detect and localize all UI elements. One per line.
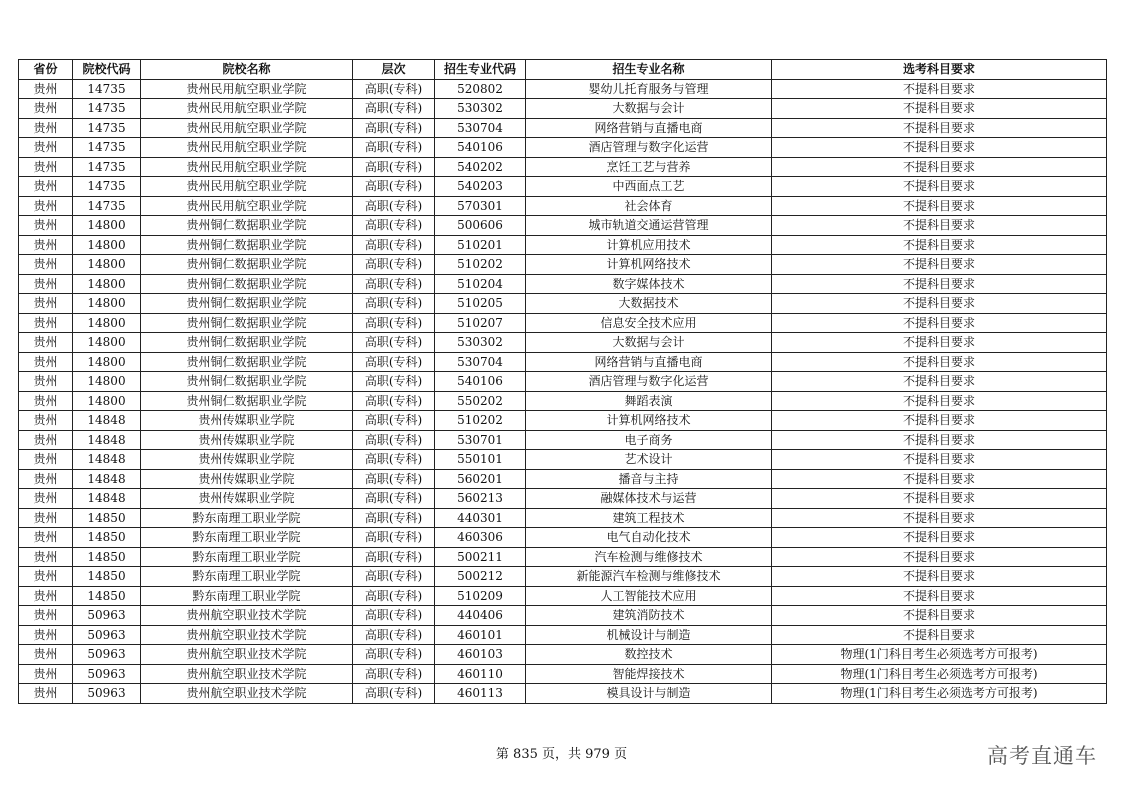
cell-school-code: 50963 — [73, 625, 141, 645]
cell-province: 贵州 — [19, 99, 73, 119]
cell-province: 贵州 — [19, 177, 73, 197]
cell-school-code: 14848 — [73, 450, 141, 470]
cell-subject-requirement: 不提科目要求 — [772, 352, 1107, 372]
cell-subject-requirement: 不提科目要求 — [772, 79, 1107, 99]
table-row — [19, 469, 1107, 489]
cell-level: 高职(专科) — [353, 216, 435, 236]
header-school-name: 院校名称 — [141, 60, 353, 80]
cell-province: 贵州 — [19, 411, 73, 431]
cell-school-name: 黔东南理工职业学院 — [141, 528, 353, 548]
table-row — [19, 391, 1107, 411]
table-row — [19, 664, 1107, 684]
cell-major-name: 计算机应用技术 — [526, 235, 772, 255]
table-row — [19, 684, 1107, 704]
table-row — [19, 352, 1107, 372]
cell-major-code: 460306 — [435, 528, 526, 548]
cell-province: 贵州 — [19, 118, 73, 138]
cell-major-name: 汽车检测与维修技术 — [526, 547, 772, 567]
cell-subject-requirement: 物理(1门科目考生必须选考方可报考) — [772, 684, 1107, 704]
cell-subject-requirement: 不提科目要求 — [772, 333, 1107, 353]
cell-school-code: 14850 — [73, 528, 141, 548]
cell-level: 高职(专科) — [353, 586, 435, 606]
cell-subject-requirement: 不提科目要求 — [772, 99, 1107, 119]
cell-major-name: 网络营销与直播电商 — [526, 352, 772, 372]
cell-major-code: 510209 — [435, 586, 526, 606]
cell-level: 高职(专科) — [353, 547, 435, 567]
cell-level: 高职(专科) — [353, 645, 435, 665]
table-row — [19, 138, 1107, 158]
cell-school-code: 14735 — [73, 177, 141, 197]
cell-province: 贵州 — [19, 528, 73, 548]
cell-major-code: 550202 — [435, 391, 526, 411]
cell-level: 高职(专科) — [353, 157, 435, 177]
cell-subject-requirement: 不提科目要求 — [772, 411, 1107, 431]
cell-major-name: 大数据与会计 — [526, 333, 772, 353]
cell-major-name: 播音与主持 — [526, 469, 772, 489]
cell-major-code: 530701 — [435, 430, 526, 450]
cell-major-code: 540203 — [435, 177, 526, 197]
cell-school-name: 黔东南理工职业学院 — [141, 508, 353, 528]
cell-major-code: 460113 — [435, 684, 526, 704]
cell-school-code: 14848 — [73, 430, 141, 450]
cell-major-code: 440406 — [435, 606, 526, 626]
cell-level: 高职(专科) — [353, 664, 435, 684]
cell-major-code: 530302 — [435, 99, 526, 119]
table-row — [19, 99, 1107, 119]
header-major-code: 招生专业代码 — [435, 60, 526, 80]
table-row — [19, 430, 1107, 450]
header-province: 省份 — [19, 60, 73, 80]
cell-major-code: 500211 — [435, 547, 526, 567]
table-row — [19, 157, 1107, 177]
cell-level: 高职(专科) — [353, 294, 435, 314]
cell-major-name: 中西面点工艺 — [526, 177, 772, 197]
cell-major-name: 烹饪工艺与营养 — [526, 157, 772, 177]
table-body — [19, 79, 1107, 703]
cell-province: 贵州 — [19, 508, 73, 528]
table-row — [19, 586, 1107, 606]
cell-school-name: 贵州航空职业技术学院 — [141, 625, 353, 645]
cell-level: 高职(专科) — [353, 372, 435, 392]
cell-major-name: 信息安全技术应用 — [526, 313, 772, 333]
cell-school-name: 贵州传媒职业学院 — [141, 489, 353, 509]
table-row — [19, 196, 1107, 216]
cell-school-name: 贵州航空职业技术学院 — [141, 645, 353, 665]
cell-major-code: 500212 — [435, 567, 526, 587]
cell-school-name: 贵州传媒职业学院 — [141, 450, 353, 470]
cell-major-name: 电气自动化技术 — [526, 528, 772, 548]
cell-school-code: 14850 — [73, 586, 141, 606]
cell-subject-requirement: 不提科目要求 — [772, 216, 1107, 236]
cell-province: 贵州 — [19, 372, 73, 392]
cell-province: 贵州 — [19, 79, 73, 99]
cell-province: 贵州 — [19, 157, 73, 177]
cell-school-code: 14735 — [73, 99, 141, 119]
cell-level: 高职(专科) — [353, 684, 435, 704]
cell-level: 高职(专科) — [353, 138, 435, 158]
cell-school-code: 14735 — [73, 196, 141, 216]
cell-major-name: 社会体育 — [526, 196, 772, 216]
cell-level: 高职(专科) — [353, 430, 435, 450]
cell-major-code: 500606 — [435, 216, 526, 236]
table-row — [19, 645, 1107, 665]
cell-level: 高职(专科) — [353, 567, 435, 587]
cell-school-name: 黔东南理工职业学院 — [141, 547, 353, 567]
cell-province: 贵州 — [19, 664, 73, 684]
cell-school-name: 贵州铜仁数据职业学院 — [141, 255, 353, 275]
cell-subject-requirement: 不提科目要求 — [772, 625, 1107, 645]
header-school-code: 院校代码 — [73, 60, 141, 80]
cell-level: 高职(专科) — [353, 528, 435, 548]
cell-major-code: 520802 — [435, 79, 526, 99]
cell-school-code: 14848 — [73, 469, 141, 489]
cell-major-code: 540106 — [435, 372, 526, 392]
cell-major-name: 智能焊接技术 — [526, 664, 772, 684]
cell-school-name: 贵州铜仁数据职业学院 — [141, 333, 353, 353]
cell-subject-requirement: 不提科目要求 — [772, 567, 1107, 587]
cell-subject-requirement: 不提科目要求 — [772, 391, 1107, 411]
cell-major-name: 机械设计与制造 — [526, 625, 772, 645]
cell-school-name: 黔东南理工职业学院 — [141, 567, 353, 587]
cell-province: 贵州 — [19, 489, 73, 509]
cell-major-code: 460110 — [435, 664, 526, 684]
cell-subject-requirement: 不提科目要求 — [772, 157, 1107, 177]
cell-subject-requirement: 物理(1门科目考生必须选考方可报考) — [772, 645, 1107, 665]
cell-province: 贵州 — [19, 430, 73, 450]
cell-subject-requirement: 不提科目要求 — [772, 547, 1107, 567]
cell-school-name: 贵州民用航空职业学院 — [141, 177, 353, 197]
table-row — [19, 606, 1107, 626]
cell-major-code: 560201 — [435, 469, 526, 489]
cell-province: 贵州 — [19, 352, 73, 372]
cell-subject-requirement: 不提科目要求 — [772, 606, 1107, 626]
cell-subject-requirement: 不提科目要求 — [772, 138, 1107, 158]
cell-school-name: 贵州铜仁数据职业学院 — [141, 313, 353, 333]
cell-subject-requirement: 不提科目要求 — [772, 430, 1107, 450]
cell-school-name: 贵州铜仁数据职业学院 — [141, 352, 353, 372]
cell-province: 贵州 — [19, 294, 73, 314]
cell-major-name: 婴幼儿托育服务与管理 — [526, 79, 772, 99]
cell-school-code: 14800 — [73, 294, 141, 314]
cell-level: 高职(专科) — [353, 235, 435, 255]
cell-major-code: 530704 — [435, 118, 526, 138]
cell-subject-requirement: 不提科目要求 — [772, 489, 1107, 509]
table-row — [19, 508, 1107, 528]
cell-major-code: 510207 — [435, 313, 526, 333]
cell-school-name: 贵州航空职业技术学院 — [141, 664, 353, 684]
cell-province: 贵州 — [19, 606, 73, 626]
cell-school-name: 贵州传媒职业学院 — [141, 430, 353, 450]
cell-province: 贵州 — [19, 586, 73, 606]
cell-major-name: 酒店管理与数字化运营 — [526, 372, 772, 392]
cell-subject-requirement: 物理(1门科目考生必须选考方可报考) — [772, 664, 1107, 684]
table-row — [19, 118, 1107, 138]
table-row — [19, 235, 1107, 255]
cell-school-code: 50963 — [73, 684, 141, 704]
cell-major-code: 440301 — [435, 508, 526, 528]
cell-major-code: 510201 — [435, 235, 526, 255]
cell-level: 高职(专科) — [353, 489, 435, 509]
cell-major-code: 540106 — [435, 138, 526, 158]
cell-subject-requirement: 不提科目要求 — [772, 255, 1107, 275]
cell-school-code: 14800 — [73, 274, 141, 294]
cell-school-name: 贵州铜仁数据职业学院 — [141, 391, 353, 411]
cell-province: 贵州 — [19, 196, 73, 216]
cell-school-code: 14800 — [73, 313, 141, 333]
cell-province: 贵州 — [19, 138, 73, 158]
cell-school-code: 14800 — [73, 216, 141, 236]
cell-major-name: 电子商务 — [526, 430, 772, 450]
cell-school-code: 14800 — [73, 255, 141, 275]
cell-major-name: 计算机网络技术 — [526, 411, 772, 431]
page-number: 第 835 页，共 979 页 — [495, 747, 628, 762]
cell-school-name: 贵州铜仁数据职业学院 — [141, 372, 353, 392]
table-row — [19, 216, 1107, 236]
cell-school-name: 贵州民用航空职业学院 — [141, 138, 353, 158]
table-row — [19, 255, 1107, 275]
cell-province: 贵州 — [19, 450, 73, 470]
cell-subject-requirement: 不提科目要求 — [772, 586, 1107, 606]
table-row — [19, 567, 1107, 587]
cell-major-code: 460103 — [435, 645, 526, 665]
cell-major-name: 模具设计与制造 — [526, 684, 772, 704]
table-row — [19, 625, 1107, 645]
cell-school-code: 50963 — [73, 664, 141, 684]
cell-subject-requirement: 不提科目要求 — [772, 450, 1107, 470]
cell-level: 高职(专科) — [353, 352, 435, 372]
cell-major-name: 数字媒体技术 — [526, 274, 772, 294]
cell-school-code: 14800 — [73, 352, 141, 372]
table-header-row — [19, 60, 1107, 80]
table-row — [19, 528, 1107, 548]
cell-major-code: 510205 — [435, 294, 526, 314]
cell-major-name: 数控技术 — [526, 645, 772, 665]
cell-major-name: 酒店管理与数字化运营 — [526, 138, 772, 158]
cell-province: 贵州 — [19, 235, 73, 255]
cell-school-name: 贵州铜仁数据职业学院 — [141, 216, 353, 236]
table-row — [19, 294, 1107, 314]
cell-province: 贵州 — [19, 274, 73, 294]
cell-major-name: 大数据技术 — [526, 294, 772, 314]
cell-school-name: 贵州航空职业技术学院 — [141, 684, 353, 704]
cell-level: 高职(专科) — [353, 177, 435, 197]
cell-province: 贵州 — [19, 216, 73, 236]
cell-province: 贵州 — [19, 469, 73, 489]
cell-major-code: 510202 — [435, 411, 526, 431]
cell-school-code: 50963 — [73, 606, 141, 626]
cell-subject-requirement: 不提科目要求 — [772, 196, 1107, 216]
cell-school-code: 14735 — [73, 79, 141, 99]
cell-subject-requirement: 不提科目要求 — [772, 177, 1107, 197]
cell-school-name: 贵州铜仁数据职业学院 — [141, 294, 353, 314]
cell-level: 高职(专科) — [353, 99, 435, 119]
cell-school-code: 14850 — [73, 508, 141, 528]
cell-level: 高职(专科) — [353, 469, 435, 489]
cell-major-name: 网络营销与直播电商 — [526, 118, 772, 138]
table-row — [19, 274, 1107, 294]
cell-level: 高职(专科) — [353, 508, 435, 528]
cell-subject-requirement: 不提科目要求 — [772, 118, 1107, 138]
cell-subject-requirement: 不提科目要求 — [772, 372, 1107, 392]
cell-major-name: 人工智能技术应用 — [526, 586, 772, 606]
header-level: 层次 — [353, 60, 435, 80]
cell-school-code: 14800 — [73, 372, 141, 392]
cell-major-code: 550101 — [435, 450, 526, 470]
cell-major-name: 艺术设计 — [526, 450, 772, 470]
header-subject-requirement: 选考科目要求 — [772, 60, 1107, 80]
cell-subject-requirement: 不提科目要求 — [772, 469, 1107, 489]
cell-province: 贵州 — [19, 625, 73, 645]
cell-province: 贵州 — [19, 567, 73, 587]
cell-major-code: 460101 — [435, 625, 526, 645]
cell-school-code: 14735 — [73, 118, 141, 138]
cell-subject-requirement: 不提科目要求 — [772, 528, 1107, 548]
cell-school-code: 14848 — [73, 489, 141, 509]
cell-school-name: 贵州民用航空职业学院 — [141, 157, 353, 177]
cell-major-name: 建筑工程技术 — [526, 508, 772, 528]
cell-province: 贵州 — [19, 255, 73, 275]
cell-province: 贵州 — [19, 313, 73, 333]
cell-school-code: 14800 — [73, 333, 141, 353]
cell-school-name: 贵州传媒职业学院 — [141, 411, 353, 431]
cell-major-name: 城市轨道交通运营管理 — [526, 216, 772, 236]
table-row — [19, 372, 1107, 392]
cell-school-name: 贵州民用航空职业学院 — [141, 196, 353, 216]
cell-major-code: 560213 — [435, 489, 526, 509]
cell-school-code: 14850 — [73, 567, 141, 587]
cell-subject-requirement: 不提科目要求 — [772, 294, 1107, 314]
cell-major-name: 大数据与会计 — [526, 99, 772, 119]
cell-major-name: 新能源汽车检测与维修技术 — [526, 567, 772, 587]
cell-province: 贵州 — [19, 333, 73, 353]
cell-school-name: 贵州铜仁数据职业学院 — [141, 235, 353, 255]
cell-school-code: 50963 — [73, 645, 141, 665]
cell-school-code: 14850 — [73, 547, 141, 567]
cell-major-code: 570301 — [435, 196, 526, 216]
table-row — [19, 547, 1107, 567]
admission-table — [18, 59, 1107, 704]
table-row — [19, 333, 1107, 353]
table-row — [19, 313, 1107, 333]
table-row — [19, 79, 1107, 99]
cell-major-name: 建筑消防技术 — [526, 606, 772, 626]
cell-subject-requirement: 不提科目要求 — [772, 235, 1107, 255]
cell-level: 高职(专科) — [353, 79, 435, 99]
table-row — [19, 411, 1107, 431]
cell-province: 贵州 — [19, 547, 73, 567]
cell-school-name: 贵州传媒职业学院 — [141, 469, 353, 489]
cell-major-code: 530704 — [435, 352, 526, 372]
cell-level: 高职(专科) — [353, 625, 435, 645]
cell-school-name: 贵州航空职业技术学院 — [141, 606, 353, 626]
cell-province: 贵州 — [19, 684, 73, 704]
cell-province: 贵州 — [19, 391, 73, 411]
table-row — [19, 489, 1107, 509]
cell-level: 高职(专科) — [353, 196, 435, 216]
cell-school-name: 贵州铜仁数据职业学院 — [141, 274, 353, 294]
cell-major-code: 510202 — [435, 255, 526, 275]
cell-major-code: 540202 — [435, 157, 526, 177]
cell-major-name: 计算机网络技术 — [526, 255, 772, 275]
cell-school-code: 14800 — [73, 391, 141, 411]
cell-level: 高职(专科) — [353, 450, 435, 470]
cell-major-name: 融媒体技术与运营 — [526, 489, 772, 509]
cell-school-name: 黔东南理工职业学院 — [141, 586, 353, 606]
watermark: 高考直通车 — [987, 744, 1097, 768]
cell-subject-requirement: 不提科目要求 — [772, 274, 1107, 294]
cell-school-name: 贵州民用航空职业学院 — [141, 99, 353, 119]
table-row — [19, 450, 1107, 470]
cell-level: 高职(专科) — [353, 391, 435, 411]
cell-level: 高职(专科) — [353, 606, 435, 626]
cell-school-code: 14735 — [73, 138, 141, 158]
cell-level: 高职(专科) — [353, 118, 435, 138]
cell-school-name: 贵州民用航空职业学院 — [141, 118, 353, 138]
cell-school-code: 14800 — [73, 235, 141, 255]
cell-province: 贵州 — [19, 645, 73, 665]
cell-level: 高职(专科) — [353, 313, 435, 333]
cell-level: 高职(专科) — [353, 411, 435, 431]
header-major-name: 招生专业名称 — [526, 60, 772, 80]
cell-major-name: 舞蹈表演 — [526, 391, 772, 411]
cell-school-code: 14848 — [73, 411, 141, 431]
cell-school-code: 14735 — [73, 157, 141, 177]
cell-subject-requirement: 不提科目要求 — [772, 313, 1107, 333]
cell-major-code: 530302 — [435, 333, 526, 353]
cell-subject-requirement: 不提科目要求 — [772, 508, 1107, 528]
cell-level: 高职(专科) — [353, 333, 435, 353]
cell-school-name: 贵州民用航空职业学院 — [141, 79, 353, 99]
cell-level: 高职(专科) — [353, 255, 435, 275]
table-row — [19, 177, 1107, 197]
cell-major-code: 510204 — [435, 274, 526, 294]
cell-level: 高职(专科) — [353, 274, 435, 294]
